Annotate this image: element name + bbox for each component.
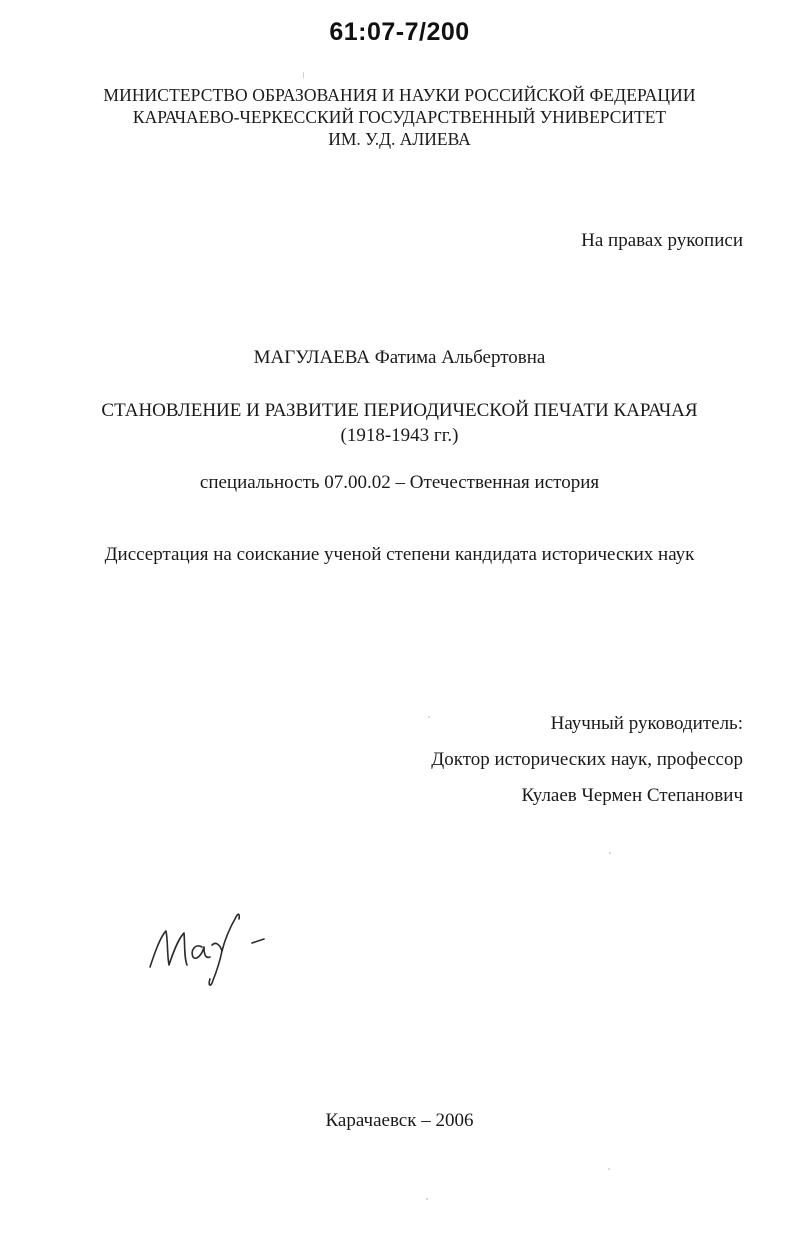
dissertation-title: СТАНОВЛЕНИЕ И РАЗВИТИЕ ПЕРИОДИЧЕСКОЙ ПЕЧАТИ КАРАЧАЯ [101, 400, 698, 421]
manuscript-rights-note: На правах рукописи [581, 230, 743, 251]
supervisor-name: Кулаев Чермен Степанович [521, 785, 743, 806]
dissertation-years: (1918-1943 гг.) [340, 425, 459, 446]
scan-speck [608, 1168, 610, 1170]
dissertation-degree-line: Диссертация на соискание ученой степени кандидата исторических наук [104, 544, 695, 565]
ministry-heading: МИНИСТЕРСТВО ОБРАЗОВАНИЯ И НАУКИ РОССИЙСКОЙ ФЕДЕРАЦИИ [103, 85, 696, 105]
scan-speck [609, 852, 611, 854]
university-named-after: ИМ. У.Д. АЛИЕВА [328, 129, 471, 149]
supervisor-degree: Доктор исторических наук, профессор [431, 749, 743, 770]
specialty-line: специальность 07.00.02 – Отечественная история [199, 472, 600, 493]
archive-stamp-code: 61:07-7/200 [329, 18, 470, 46]
scan-speck [428, 716, 430, 718]
city-and-year: Карачаевск – 2006 [325, 1110, 474, 1131]
supervisor-label: Научный руководитель: [550, 713, 743, 734]
scan-speck [303, 72, 304, 78]
author-name: МАГУЛАЕВА Фатима Альбертовна [253, 347, 546, 368]
university-heading: КАРАЧАЕВО-ЧЕРКЕССКИЙ ГОСУДАРСТВЕННЫЙ УНИВЕРСИТЕТ [132, 107, 667, 127]
handwritten-signature [140, 895, 280, 990]
scan-speck [426, 1198, 428, 1200]
